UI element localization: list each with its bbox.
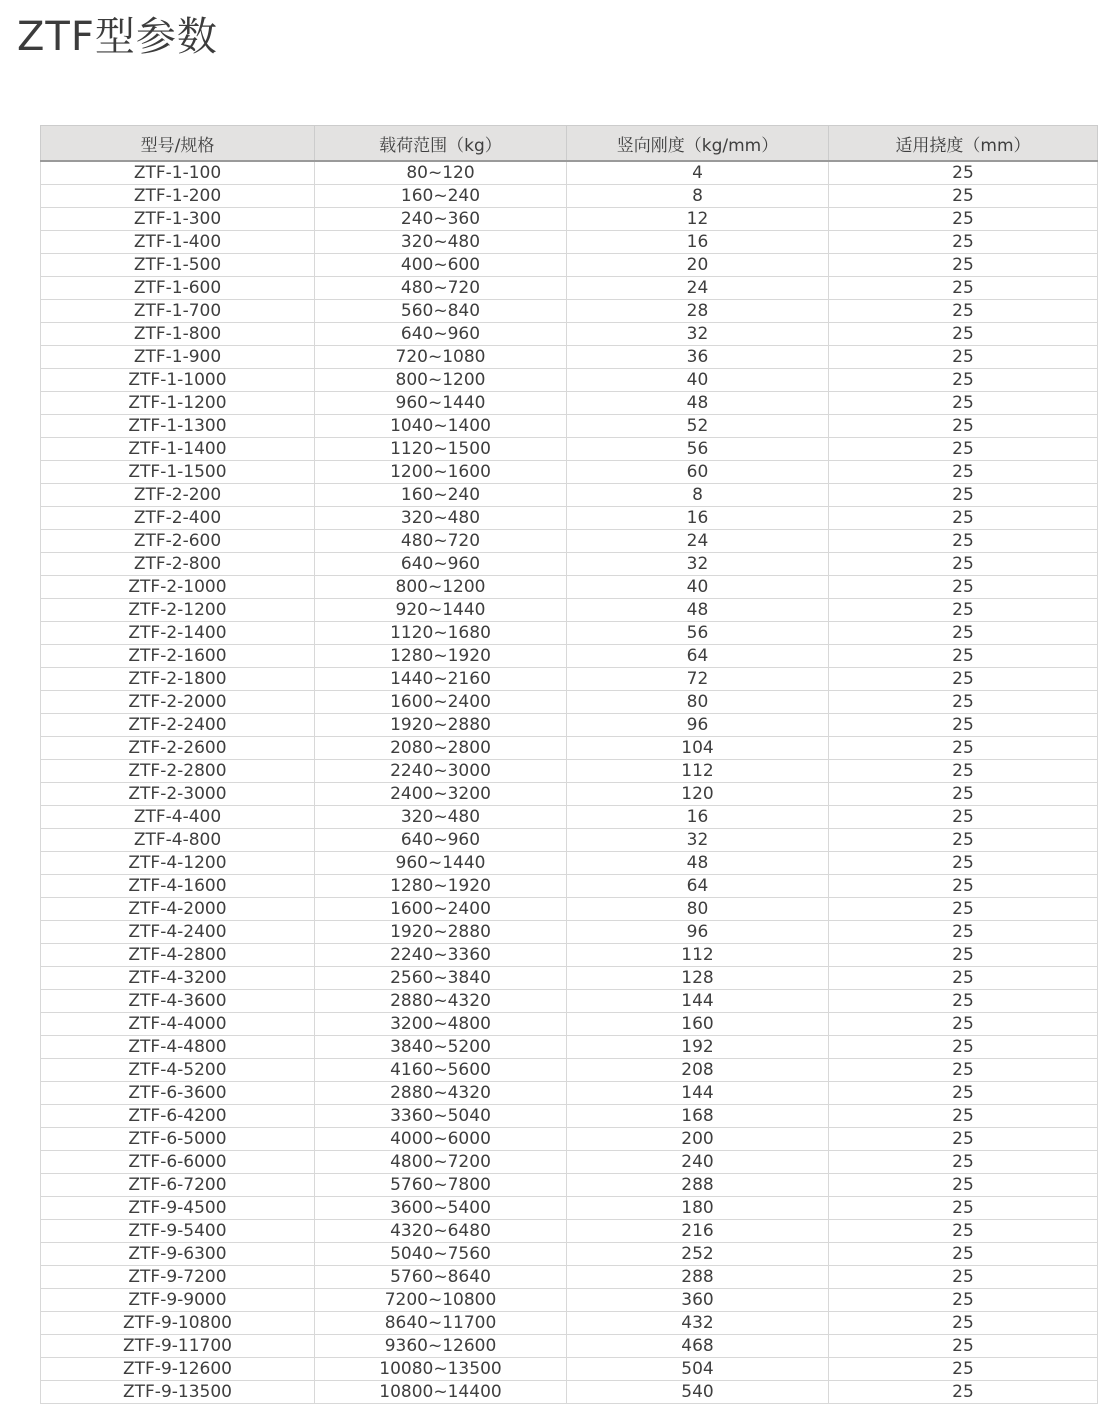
table-cell: 4 xyxy=(567,161,829,185)
table-cell: ZTF-4-3600 xyxy=(41,990,315,1013)
table-cell: 112 xyxy=(567,760,829,783)
table-row xyxy=(41,346,1098,369)
table-cell: 2240~3360 xyxy=(315,944,567,967)
table-cell: 2880~4320 xyxy=(315,1082,567,1105)
table-cell: 25 xyxy=(829,783,1098,806)
table-cell: 25 xyxy=(829,668,1098,691)
table-cell: 320~480 xyxy=(315,806,567,829)
table-cell: ZTF-1-400 xyxy=(41,231,315,254)
table-cell: 24 xyxy=(567,530,829,553)
table-cell: 5760~8640 xyxy=(315,1266,567,1289)
table-cell: 2560~3840 xyxy=(315,967,567,990)
table-row xyxy=(41,1128,1098,1151)
table-cell: 160 xyxy=(567,1013,829,1036)
table-row xyxy=(41,208,1098,231)
table-cell: 25 xyxy=(829,254,1098,277)
table-cell: 2240~3000 xyxy=(315,760,567,783)
table-cell: ZTF-1-1500 xyxy=(41,461,315,484)
table-cell: ZTF-9-7200 xyxy=(41,1266,315,1289)
table-cell: ZTF-1-600 xyxy=(41,277,315,300)
table-cell: 432 xyxy=(567,1312,829,1335)
table-row xyxy=(41,1036,1098,1059)
table-cell: 160~240 xyxy=(315,185,567,208)
table-cell: 40 xyxy=(567,369,829,392)
table-cell: 540 xyxy=(567,1381,829,1404)
table-cell: ZTF-2-1400 xyxy=(41,622,315,645)
table-row xyxy=(41,392,1098,415)
table-cell: ZTF-4-5200 xyxy=(41,1059,315,1082)
table-row xyxy=(41,1059,1098,1082)
table-cell: 20 xyxy=(567,254,829,277)
table-cell: 1920~2880 xyxy=(315,921,567,944)
table-cell: 208 xyxy=(567,1059,829,1082)
table-cell: 25 xyxy=(829,185,1098,208)
table-cell: 2080~2800 xyxy=(315,737,567,760)
table-cell: 25 xyxy=(829,1243,1098,1266)
table-cell: ZTF-4-400 xyxy=(41,806,315,829)
table-cell: ZTF-9-5400 xyxy=(41,1220,315,1243)
table-cell: 1440~2160 xyxy=(315,668,567,691)
table-cell: ZTF-1-1400 xyxy=(41,438,315,461)
table-row xyxy=(41,714,1098,737)
table-header-row xyxy=(41,126,1098,162)
table-row xyxy=(41,254,1098,277)
table-cell: 80~120 xyxy=(315,161,567,185)
table-cell: 25 xyxy=(829,990,1098,1013)
table-cell: 48 xyxy=(567,599,829,622)
table-row xyxy=(41,1013,1098,1036)
table-cell: 1920~2880 xyxy=(315,714,567,737)
table-cell: ZTF-2-1800 xyxy=(41,668,315,691)
table-cell: 920~1440 xyxy=(315,599,567,622)
table-cell: 7200~10800 xyxy=(315,1289,567,1312)
table-cell: 25 xyxy=(829,415,1098,438)
table-cell: 25 xyxy=(829,1266,1098,1289)
table-cell: 180 xyxy=(567,1197,829,1220)
table-row xyxy=(41,369,1098,392)
table-cell: ZTF-2-800 xyxy=(41,553,315,576)
table-cell: 24 xyxy=(567,277,829,300)
table-cell: 52 xyxy=(567,415,829,438)
table-cell: 144 xyxy=(567,1082,829,1105)
table-cell: 1600~2400 xyxy=(315,691,567,714)
table-cell: ZTF-2-200 xyxy=(41,484,315,507)
table-cell: 25 xyxy=(829,714,1098,737)
table-cell: 25 xyxy=(829,806,1098,829)
table-cell: 80 xyxy=(567,898,829,921)
table-cell: 25 xyxy=(829,852,1098,875)
table-row xyxy=(41,1151,1098,1174)
table-cell: 25 xyxy=(829,944,1098,967)
table-row xyxy=(41,277,1098,300)
table-cell: ZTF-2-2400 xyxy=(41,714,315,737)
table-cell: ZTF-2-2600 xyxy=(41,737,315,760)
table-body xyxy=(41,161,1098,1404)
table-cell: 25 xyxy=(829,438,1098,461)
table-cell: 168 xyxy=(567,1105,829,1128)
table-cell: 64 xyxy=(567,645,829,668)
table-cell: 360 xyxy=(567,1289,829,1312)
table-cell: 25 xyxy=(829,1082,1098,1105)
column-header-model: 型号/规格 xyxy=(41,126,315,162)
table-row xyxy=(41,1381,1098,1404)
table-row xyxy=(41,875,1098,898)
table-cell: 400~600 xyxy=(315,254,567,277)
table-row xyxy=(41,737,1098,760)
table-row xyxy=(41,1335,1098,1358)
table-row xyxy=(41,1220,1098,1243)
table-cell: 25 xyxy=(829,323,1098,346)
table-cell: 25 xyxy=(829,1358,1098,1381)
parameter-table-container xyxy=(40,125,1097,1404)
table-cell: 25 xyxy=(829,1128,1098,1151)
table-cell: 56 xyxy=(567,438,829,461)
table-cell: 36 xyxy=(567,346,829,369)
table-row xyxy=(41,783,1098,806)
table-cell: 288 xyxy=(567,1266,829,1289)
table-cell: ZTF-2-1600 xyxy=(41,645,315,668)
table-row xyxy=(41,1082,1098,1105)
table-cell: 1200~1600 xyxy=(315,461,567,484)
table-cell: 25 xyxy=(829,829,1098,852)
table-row xyxy=(41,161,1098,185)
table-cell: ZTF-2-1000 xyxy=(41,576,315,599)
table-cell: 25 xyxy=(829,1059,1098,1082)
table-cell: 25 xyxy=(829,967,1098,990)
table-cell: 25 xyxy=(829,645,1098,668)
table-row xyxy=(41,231,1098,254)
table-cell: 104 xyxy=(567,737,829,760)
table-cell: 25 xyxy=(829,1289,1098,1312)
table-cell: 25 xyxy=(829,1151,1098,1174)
table-cell: 1040~1400 xyxy=(315,415,567,438)
table-cell: 640~960 xyxy=(315,553,567,576)
table-row xyxy=(41,852,1098,875)
table-row xyxy=(41,1174,1098,1197)
table-cell: 80 xyxy=(567,691,829,714)
table-cell: 5040~7560 xyxy=(315,1243,567,1266)
parameter-table xyxy=(40,125,1098,1404)
table-cell: 25 xyxy=(829,277,1098,300)
table-row xyxy=(41,691,1098,714)
table-cell: ZTF-4-4000 xyxy=(41,1013,315,1036)
table-cell: 128 xyxy=(567,967,829,990)
table-row xyxy=(41,645,1098,668)
table-row xyxy=(41,185,1098,208)
table-cell: 320~480 xyxy=(315,231,567,254)
table-row xyxy=(41,1358,1098,1381)
table-cell: 25 xyxy=(829,507,1098,530)
table-cell: 25 xyxy=(829,1335,1098,1358)
table-row xyxy=(41,438,1098,461)
table-cell: 25 xyxy=(829,760,1098,783)
column-header-vertical-stiffness: 竖向刚度（kg/mm） xyxy=(567,126,829,162)
page-title: ZTF型参数 xyxy=(17,14,218,60)
table-cell: ZTF-4-800 xyxy=(41,829,315,852)
table-row xyxy=(41,530,1098,553)
table-cell: 25 xyxy=(829,300,1098,323)
table-cell: ZTF-9-6300 xyxy=(41,1243,315,1266)
table-cell: 144 xyxy=(567,990,829,1013)
table-cell: 320~480 xyxy=(315,507,567,530)
table-cell: 25 xyxy=(829,369,1098,392)
table-cell: ZTF-4-1600 xyxy=(41,875,315,898)
table-cell: ZTF-2-600 xyxy=(41,530,315,553)
table-cell: 25 xyxy=(829,1197,1098,1220)
table-cell: 3360~5040 xyxy=(315,1105,567,1128)
table-cell: 9360~12600 xyxy=(315,1335,567,1358)
table-cell: 240 xyxy=(567,1151,829,1174)
table-cell: ZTF-1-300 xyxy=(41,208,315,231)
table-row xyxy=(41,1105,1098,1128)
table-cell: 8 xyxy=(567,484,829,507)
table-row xyxy=(41,576,1098,599)
table-cell: ZTF-9-4500 xyxy=(41,1197,315,1220)
table-cell: ZTF-1-1300 xyxy=(41,415,315,438)
table-cell: ZTF-2-2000 xyxy=(41,691,315,714)
table-cell: ZTF-4-1200 xyxy=(41,852,315,875)
table-cell: 5760~7800 xyxy=(315,1174,567,1197)
table-cell: 3600~5400 xyxy=(315,1197,567,1220)
table-cell: 112 xyxy=(567,944,829,967)
table-cell: 1600~2400 xyxy=(315,898,567,921)
table-cell: ZTF-4-2400 xyxy=(41,921,315,944)
table-row xyxy=(41,1312,1098,1335)
table-cell: ZTF-6-5000 xyxy=(41,1128,315,1151)
table-row xyxy=(41,1289,1098,1312)
table-cell: ZTF-1-1200 xyxy=(41,392,315,415)
table-cell: 25 xyxy=(829,484,1098,507)
table-cell: ZTF-2-2800 xyxy=(41,760,315,783)
table-row xyxy=(41,990,1098,1013)
table-cell: 1280~1920 xyxy=(315,875,567,898)
table-cell: 25 xyxy=(829,1381,1098,1404)
table-cell: 72 xyxy=(567,668,829,691)
table-cell: 12 xyxy=(567,208,829,231)
table-cell: ZTF-1-900 xyxy=(41,346,315,369)
table-row xyxy=(41,415,1098,438)
column-header-load-range: 载荷范围（kg） xyxy=(315,126,567,162)
table-cell: 96 xyxy=(567,714,829,737)
table-cell: ZTF-6-6000 xyxy=(41,1151,315,1174)
table-row xyxy=(41,599,1098,622)
table-cell: 16 xyxy=(567,507,829,530)
table-row xyxy=(41,829,1098,852)
table-header xyxy=(41,126,1098,162)
table-row xyxy=(41,461,1098,484)
table-cell: 4000~6000 xyxy=(315,1128,567,1151)
table-cell: ZTF-4-4800 xyxy=(41,1036,315,1059)
table-cell: 960~1440 xyxy=(315,852,567,875)
table-cell: 25 xyxy=(829,599,1098,622)
table-cell: 25 xyxy=(829,1312,1098,1335)
table-cell: 4800~7200 xyxy=(315,1151,567,1174)
table-cell: 25 xyxy=(829,530,1098,553)
table-cell: 48 xyxy=(567,392,829,415)
table-cell: 25 xyxy=(829,461,1098,484)
table-cell: 1120~1680 xyxy=(315,622,567,645)
table-cell: 288 xyxy=(567,1174,829,1197)
table-cell: 2880~4320 xyxy=(315,990,567,1013)
table-cell: 4320~6480 xyxy=(315,1220,567,1243)
table-cell: 40 xyxy=(567,576,829,599)
table-cell: 25 xyxy=(829,208,1098,231)
table-cell: 96 xyxy=(567,921,829,944)
table-cell: 25 xyxy=(829,161,1098,185)
table-cell: 60 xyxy=(567,461,829,484)
table-cell: 10800~14400 xyxy=(315,1381,567,1404)
table-row xyxy=(41,507,1098,530)
table-cell: ZTF-2-1200 xyxy=(41,599,315,622)
table-cell: 480~720 xyxy=(315,277,567,300)
table-cell: 25 xyxy=(829,1105,1098,1128)
table-cell: ZTF-9-9000 xyxy=(41,1289,315,1312)
table-cell: 25 xyxy=(829,1036,1098,1059)
column-header-applicable-deflection: 适用挠度（mm） xyxy=(829,126,1098,162)
table-cell: 25 xyxy=(829,898,1098,921)
table-cell: ZTF-2-400 xyxy=(41,507,315,530)
table-row xyxy=(41,484,1098,507)
table-row xyxy=(41,944,1098,967)
table-row xyxy=(41,1266,1098,1289)
table-cell: 25 xyxy=(829,691,1098,714)
table-cell: ZTF-1-200 xyxy=(41,185,315,208)
table-cell: 25 xyxy=(829,346,1098,369)
table-row xyxy=(41,1243,1098,1266)
table-row xyxy=(41,553,1098,576)
table-cell: 25 xyxy=(829,1013,1098,1036)
table-cell: 25 xyxy=(829,737,1098,760)
table-cell: 16 xyxy=(567,231,829,254)
table-row xyxy=(41,300,1098,323)
table-cell: ZTF-9-13500 xyxy=(41,1381,315,1404)
table-cell: 800~1200 xyxy=(315,369,567,392)
table-cell: 25 xyxy=(829,553,1098,576)
table-cell: 3200~4800 xyxy=(315,1013,567,1036)
table-cell: ZTF-4-2000 xyxy=(41,898,315,921)
table-cell: 25 xyxy=(829,231,1098,254)
table-cell: 480~720 xyxy=(315,530,567,553)
table-cell: 32 xyxy=(567,829,829,852)
table-cell: ZTF-4-3200 xyxy=(41,967,315,990)
table-cell: ZTF-6-3600 xyxy=(41,1082,315,1105)
table-cell: 28 xyxy=(567,300,829,323)
table-cell: 25 xyxy=(829,1220,1098,1243)
table-row xyxy=(41,668,1098,691)
table-cell: 2400~3200 xyxy=(315,783,567,806)
table-cell: 56 xyxy=(567,622,829,645)
table-cell: ZTF-6-7200 xyxy=(41,1174,315,1197)
table-cell: ZTF-1-500 xyxy=(41,254,315,277)
table-cell: 25 xyxy=(829,392,1098,415)
table-cell: 252 xyxy=(567,1243,829,1266)
table-cell: 468 xyxy=(567,1335,829,1358)
table-cell: ZTF-1-700 xyxy=(41,300,315,323)
table-cell: 3840~5200 xyxy=(315,1036,567,1059)
table-cell: ZTF-6-4200 xyxy=(41,1105,315,1128)
table-cell: ZTF-1-100 xyxy=(41,161,315,185)
table-row xyxy=(41,806,1098,829)
table-cell: 192 xyxy=(567,1036,829,1059)
table-cell: 25 xyxy=(829,875,1098,898)
table-row xyxy=(41,1197,1098,1220)
table-cell: 32 xyxy=(567,553,829,576)
table-cell: 960~1440 xyxy=(315,392,567,415)
table-row xyxy=(41,760,1098,783)
table-row xyxy=(41,921,1098,944)
table-row xyxy=(41,898,1098,921)
table-cell: ZTF-9-10800 xyxy=(41,1312,315,1335)
table-cell: 720~1080 xyxy=(315,346,567,369)
table-cell: ZTF-4-2800 xyxy=(41,944,315,967)
table-cell: 25 xyxy=(829,622,1098,645)
table-cell: ZTF-1-800 xyxy=(41,323,315,346)
table-cell: 25 xyxy=(829,576,1098,599)
table-cell: ZTF-2-3000 xyxy=(41,783,315,806)
table-row xyxy=(41,622,1098,645)
table-cell: 800~1200 xyxy=(315,576,567,599)
table-cell: 200 xyxy=(567,1128,829,1151)
table-cell: 1280~1920 xyxy=(315,645,567,668)
table-row xyxy=(41,967,1098,990)
table-cell: 64 xyxy=(567,875,829,898)
table-cell: 8640~11700 xyxy=(315,1312,567,1335)
table-cell: 25 xyxy=(829,921,1098,944)
table-cell: 8 xyxy=(567,185,829,208)
table-cell: ZTF-9-12600 xyxy=(41,1358,315,1381)
table-cell: 10080~13500 xyxy=(315,1358,567,1381)
table-cell: 504 xyxy=(567,1358,829,1381)
table-cell: 48 xyxy=(567,852,829,875)
table-cell: 560~840 xyxy=(315,300,567,323)
table-cell: 25 xyxy=(829,1174,1098,1197)
table-cell: 160~240 xyxy=(315,484,567,507)
table-cell: 1120~1500 xyxy=(315,438,567,461)
table-cell: 16 xyxy=(567,806,829,829)
table-cell: 4160~5600 xyxy=(315,1059,567,1082)
table-cell: ZTF-1-1000 xyxy=(41,369,315,392)
table-cell: 216 xyxy=(567,1220,829,1243)
table-cell: 640~960 xyxy=(315,829,567,852)
table-cell: ZTF-9-11700 xyxy=(41,1335,315,1358)
table-cell: 120 xyxy=(567,783,829,806)
table-cell: 32 xyxy=(567,323,829,346)
table-row xyxy=(41,323,1098,346)
table-cell: 640~960 xyxy=(315,323,567,346)
table-cell: 240~360 xyxy=(315,208,567,231)
